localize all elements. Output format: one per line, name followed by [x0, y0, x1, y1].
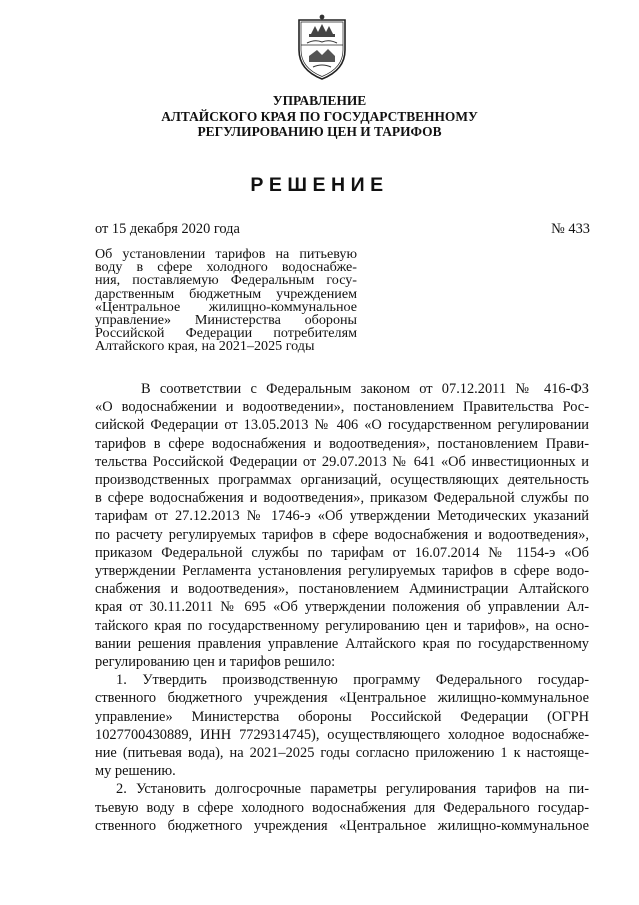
document-number: № 433: [551, 221, 590, 237]
document-date: от 15 декабря 2020 года: [95, 221, 240, 237]
body-line: 2. Установить долгосрочные параметры регулирования тарифов на пи-: [116, 781, 589, 798]
subject-line: ния, поставляемую Федеральным госу-: [95, 272, 357, 289]
document-type-title: РЕШЕНИЕ: [250, 174, 389, 196]
body-line: 1. Утвердить производственную программу Федерального государ-: [116, 672, 589, 689]
body-line: в сфере водоснабжения и водоотведения», приказом Федеральной службы по: [95, 490, 589, 507]
body-line: тельства Российской Федерации от 29.07.2013 № 641 «Об инвестиционных и: [95, 453, 589, 470]
agency-name: [0, 93, 639, 140]
body-line: «О водоснабжении и водоотведении», постановлением Правительства Рос-: [95, 399, 589, 416]
subject-line: воду в сфере холодного водоснабже-: [95, 259, 357, 276]
subject-line: дарственным бюджетным учреждением: [95, 285, 357, 302]
agency-line: РЕГУЛИРОВАНИЮ ЦЕН И ТАРИФОВ: [197, 124, 442, 139]
document-body: [95, 380, 589, 835]
body-line: 1027700430889, ИНН 7729314745), осуществляющего холодное водоснабже-: [95, 726, 589, 743]
body-line: тайского края по государственному регулированию цен и тарифов», на осно-: [95, 617, 589, 634]
altai-krai-coat-of-arms-icon: [295, 12, 349, 82]
body-line: ственного бюджетного учреждения «Центральное жилищно-коммунальное: [95, 690, 589, 707]
body-line: управление» Министерства обороны Российской Федерации (ОГРН: [95, 708, 589, 725]
body-line: вании решения правления управление Алтайского края по государственному: [95, 635, 589, 652]
body-line: тьевую воду в сфере холодного водоснабжения для Федерального государ-: [95, 799, 589, 816]
body-line: утверждении Регламента установления регулируемых тарифов в сфере водо-: [95, 563, 589, 580]
subject-line: Российской Федерации потребителям: [95, 325, 357, 342]
body-line: му решению.: [95, 763, 176, 780]
subject-line: Алтайского края, на 2021–2025 годы: [95, 338, 315, 355]
subject-line: «Центральное жилищно-коммунальное: [95, 298, 357, 315]
body-line: края от 30.11.2011 № 695 «Об утверждении положения об управлении Ал-: [95, 599, 589, 616]
body-line: производственных программах организаций, осуществляющих деятельность: [95, 472, 589, 489]
body-line: В соответствии с Федеральным законом от 07.12.2011 № 416-ФЗ: [141, 381, 589, 397]
body-line: ние (питьевая вода), на 2021–2025 годы согласно приложению 1 к настояще-: [95, 745, 589, 762]
body-line: тарифам от 27.12.2013 № 1746-э «Об утверждении Методических указаний: [95, 508, 589, 525]
agency-line: АЛТАЙСКОГО КРАЯ ПО ГОСУДАРСТВЕННОМУ: [161, 108, 478, 124]
subject-line: управление» Министерства обороны: [95, 312, 357, 329]
body-line: ственного бюджетного учреждения «Центральное жилищно-коммунальное: [95, 817, 589, 834]
body-line: сийской Федерации от 13.05.2013 № 406 «О государственном регулировании: [95, 417, 589, 434]
body-line: регулированию цен и тарифов решило:: [95, 654, 336, 671]
body-line: тарифов в сфере водоснабжения и водоотведения», постановлением Прави-: [95, 435, 589, 452]
document-subject: [95, 248, 357, 354]
agency-line: УПРАВЛЕНИЕ: [272, 93, 367, 108]
subject-line: Об установлении тарифов на питьевую: [95, 246, 357, 262]
body-line: снабжения и водоотведения», постановлением Администрации Алтайского: [95, 581, 589, 598]
body-line: по расчету регулируемых тарифов в сфере водоснабжения и водоотведения»,: [95, 526, 589, 543]
body-line: приказом Федеральной службы по тарифам от 16.07.2014 № 1154-э «Об: [95, 544, 589, 561]
